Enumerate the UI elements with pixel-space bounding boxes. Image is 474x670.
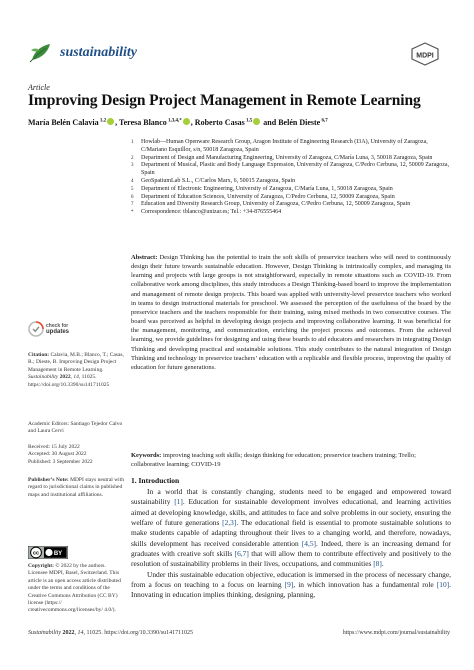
orcid-icon[interactable] [253,118,260,125]
affiliation-item [131,186,451,194]
affiliation-number: 5 [131,186,134,192]
affiliation-number: 3 [131,163,134,169]
author-name: Belén Dieste [278,118,321,127]
cc-by-license-icon[interactable] [28,546,68,559]
footer-citation[interactable]: Sustainability 2022, 14, 11025. https://doi.org/10.3390/su141711025 [28,630,193,636]
affiliation-number: * [131,210,134,216]
article-type: Article [28,83,50,92]
affiliation-item [131,178,451,186]
author-affiliation-marker: 6,7 [320,118,328,124]
affiliation-text: Department of Design and Manufacturing Engineering, University of Zaragoza, C/María Luna, 3, 50018 Zaragoza, Spain [141,154,433,161]
check-for-updates-label[interactable]: check for updates [46,323,70,335]
affiliation-number: 2 [131,155,134,161]
abstract-text: Design Thinking has the potential to train the soft skills of preservice teachers who will need to continuously design their future towards sustainable education. However, Design Thinking is intrinsically complex, and managing its learning and projects with large groups is not straightforward, especially in remote situations such as COVID-19. From collaborative work among disciplines, this study introduces a Design Thinking-based board to improve the implementation and management of remote design projects. This board was applied with university-level preservice teachers who worked in teams to design instructional materials for preschool. We assessed the perception of the usefulness of the board by the preservice teachers and the teachers responsible for their training, using mixed methods in two consecutive courses. The board was perceived as helpful in developing design projects and improving collaborative learning. It was beneficial for the management, monitoring, and communication, enriching the project process and outcomes. From the achieved learning, we provide guidelines for designing and using these boards to aid educators and researchers in integrating Design Thinking and developing practical and sustainable solutions. This study contributes to the natural integration of Design Thinking and technology in preservice teachers’ education with a replicable and flexible process, improving the quality of education for future generations. [131,254,451,371]
reference-link[interactable]: [8] [373,559,382,569]
mdpi-logo-text: MDPI [416,52,434,60]
author-separator: , [115,118,120,127]
footer-journal-url[interactable]: https://www.mdpi.com/journal/sustainability [342,630,450,636]
paragraph-text: Under this sustainable education objective, education is immersed in the process of necessary change, from a focus on teaching to a focus on learning [131,569,451,590]
affiliation-text: Education and Diversity Research Group, University of Zaragoza, C/Pedro Cerbuna, 12, 50009 Zaragoza, Spain [141,201,411,208]
intro-paragraph-2 [131,570,451,601]
section-heading-introduction: 1. Introduction [131,476,180,485]
copyright-label: Copyright: [28,563,54,569]
check-for-updates-icon[interactable] [28,321,44,337]
accepted-date: Accepted: 30 August 2022 [28,451,87,458]
affiliation-text: Department of Musical, Plastic and Body Language Expression, University of Zaragoza, C/Pedro Cerbuna, 12, 50009 Zaragoza, Spain [141,162,450,177]
cc-badge-cc-text: cc [32,550,40,557]
affiliation-item [131,209,451,217]
publishers-note-text: MDPI stays neutral with regard to jurisdictional claims in published maps and institutional affiliations. [28,477,124,498]
affiliation-text: Correspondence: tblanco@unizar.es; Tel.: +34-876555464 [141,209,282,216]
author-separator: , [190,118,195,127]
academic-editors: Academic Editors: Santiago Tejedor Calvo and Laura Cervi [28,421,123,435]
introduction-body [131,487,451,601]
affiliation-number: 4 [131,178,134,184]
reference-link[interactable]: [4,5] [301,538,317,548]
reference-link[interactable]: [6,7] [234,549,249,559]
mdpi-logo-icon[interactable] [410,42,440,66]
affiliation-text: Department of Education Sciences, University of Zaragoza, C/Pedro Cerbuna, 12, 50009 Zaragoza, Spain [141,193,395,200]
affiliations-list [131,139,451,217]
author-list [28,118,328,127]
publishers-note-label: Publisher’s Note: [28,477,69,483]
author-affiliation-marker: 1,2 [98,118,107,124]
orcid-icon[interactable] [107,118,114,125]
citation-text: Calavia, M.B.; Blanco, T.; Casas, R.; Dieste, B. Improving Design Project Management in Remote Learning. [28,352,124,373]
intro-paragraph-1 [131,487,451,570]
citation: Citation: Calavia, M.B.; Blanco, T.; Casas, R.; Dieste, B. Improving Design Project Management in Remote Learning. Sustainability 2022, 14, 11025. https://doi.org/10.3390/su141711025 [28,352,124,388]
publishers-note [28,477,124,499]
author-affiliation-marker: 1,3,4,* [166,118,182,124]
affiliation-text: Department of Electronic Engineering, University of Zaragoza, C/María Luna, 1, 50018 Zaragoza, Spain [141,185,393,192]
author-name: Teresa Blanco [119,118,167,127]
affiliation-number: 7 [131,202,134,208]
paragraph-text: In a world that is constantly changing, students need to be engaged and empowered toward sustainability [131,487,451,507]
reference-link[interactable]: [1] [174,497,183,507]
orcid-icon[interactable] [183,118,190,125]
publication-dates [28,444,124,466]
affiliation-item [131,201,451,209]
paragraph-text: . The educational field is essential to promote sustainable solutions to make students capable of adapting throughout their lives to a changing world, and therefore, nowadays, skills development has received considerable attention [131,518,451,548]
author-separator: and [261,118,279,127]
article-title: Improving Design Project Management in Remote Learning [28,92,421,109]
journal-name[interactable]: sustainability [60,45,138,60]
keywords-text: improving teaching soft skills; design thinking for education; preservice teachers training; Trello; collaborative learning; COVID-19 [131,452,416,468]
abstract [131,253,451,372]
cc-badge-by-text: BY [53,551,63,557]
reference-link[interactable]: [10] [436,580,450,590]
citation-journal: Sustainability [28,374,59,381]
citation-volume: 14 [73,374,79,381]
affiliation-item [131,139,451,155]
journal-leaf-logo-icon [28,40,54,64]
author-affiliation-marker: 1,5 [244,118,253,124]
abstract-label: Abstract: [131,254,158,261]
citation-doi[interactable]: , 11025. https://doi.org/10.3390/su141711025 [28,374,110,388]
paragraph-text: that will allow them to contribute effectively and positively to the resolution of sustainability problems in their lives, occupations, and communities [131,549,451,569]
keywords-label: Keywords: [131,452,162,459]
author-name: Roberto Casas [194,118,245,127]
paragraph-text: . Education for sustainable development involves educational, and learning activities aimed at developing knowledge, skills, and attitudes to face and solve problems in our society, ensuring the welfare of future generations [131,497,451,528]
paragraph-text: . Indeed, there is an increasing demand for graduates with creative soft skills [131,538,452,559]
citation-year: 2022 [59,374,71,381]
paragraph-text: . [381,559,384,569]
published-date: Published: 3 September 2022 [28,458,93,465]
reference-link[interactable]: [2,3] [222,518,237,528]
keywords [131,451,451,469]
author-name: María Belén Calavia [28,118,99,127]
affiliation-text: Howlab—Human Openware Research Group, Aragon Institute of Engineering Research (I3A), University of Zaragoza, C/Mariano Esquillor, s/n, 50018 Zaragoza, Spain [141,139,428,153]
paragraph-text: . Innovating in education implies thinking, designing, planning, [131,580,451,600]
affiliation-number: 1 [131,140,134,145]
copyright-notice [28,563,124,615]
received-date: Received: 15 July 2022 [28,444,80,450]
affiliation-item [131,162,451,178]
affiliation-text: GeoSpatiumLab S.L., C/Carlos Marx, 6, 50015 Zaragoza, Spain [141,177,296,184]
copyright-text: © 2022 by the authors. Licensee MDPI, Basel, Switzerland. This article is an open access article distributed under the terms and conditions of the Creative Commons Attribution (CC BY) license (https:// creativecommons.org/licenses/by/ 4.0/). [28,563,121,614]
paragraph-text: , in which innovation has a fundamental role [293,580,437,590]
affiliation-number: 6 [131,194,134,200]
citation-label: Citation: [28,352,50,358]
reference-link[interactable]: [9] [284,580,294,590]
